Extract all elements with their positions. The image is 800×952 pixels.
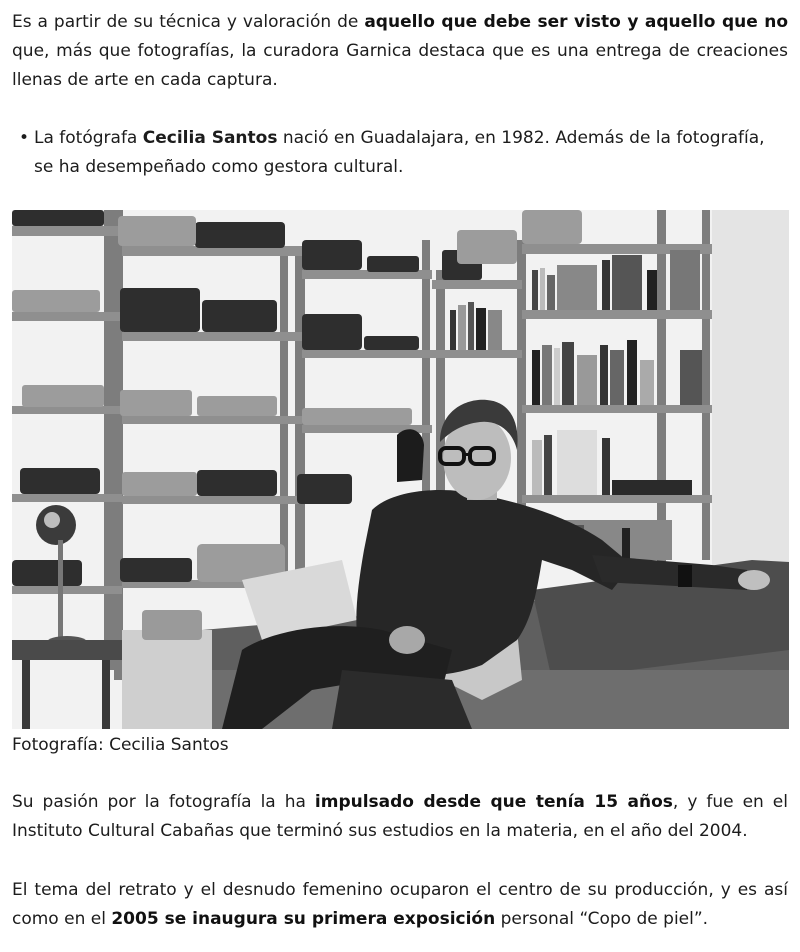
paragraph-bold-text: impulsado desde que tenía 15 años bbox=[314, 792, 673, 812]
paragraph-text: , y fue en el Instituto Cultural Cabañas que terminó sus estudios en la materia, en el año del 2004. bbox=[12, 792, 788, 841]
paragraph-text: Su pasión por la fotografía la ha bbox=[12, 792, 315, 812]
paragraph-text: que, más que fotografías, la curadora Garnica destaca que es una entrega de creaciones llenas de arte en cada captura. bbox=[12, 41, 788, 90]
bullet-dot-icon: • bbox=[19, 128, 30, 148]
photo-caption: Fotografía: Cecilia Santos bbox=[12, 735, 229, 755]
article-photo bbox=[12, 210, 789, 729]
paragraph-passion bbox=[12, 788, 788, 846]
paragraph-text: Es a partir de su técnica y valoración de bbox=[12, 12, 365, 32]
paragraph-bold-text: 2005 se inaugura su primera exposición bbox=[111, 909, 496, 929]
bullet-text: nació en Guadalajara, en 1982. Además de la fotografía, se ha desempeñado como gestora cultural. bbox=[34, 128, 765, 177]
paragraph-text: personal “Copo de piel”. bbox=[495, 909, 709, 929]
paragraph-technique bbox=[12, 8, 788, 95]
bullet-bold-text: Cecilia Santos bbox=[142, 128, 278, 148]
list-item bbox=[12, 124, 788, 182]
paragraph-bold-text: aquello que debe ser visto y aquello que no bbox=[364, 12, 788, 32]
bullet-list bbox=[12, 124, 788, 182]
paragraph-text: El tema del retrato y el desnudo femenino ocuparon el centro de su producción, y es así como en el bbox=[12, 880, 788, 929]
paragraph-portrait bbox=[12, 876, 788, 934]
bullet-text: La fotógrafa bbox=[34, 128, 143, 148]
